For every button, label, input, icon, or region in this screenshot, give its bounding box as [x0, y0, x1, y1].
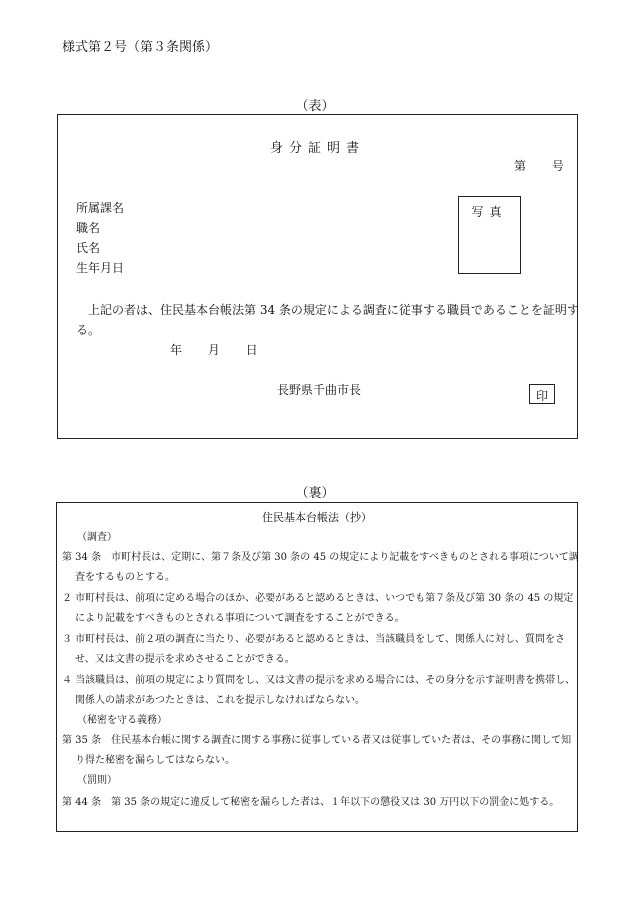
law-text-line: 査をするものとする。 — [75, 572, 175, 583]
law-section-heading: （秘密を守る義務） — [77, 715, 167, 726]
field-birth-date: 生年月日 — [76, 261, 125, 275]
issuer-name: 長野県千曲市長 — [277, 383, 362, 397]
law-text-line: 第 44 条 第 35 条の規定に違反して秘密を漏らした者は、１年以下の懲役又は 30 万円以下の罰金に処する。 — [62, 797, 560, 808]
law-text-line: せ、又は文書の提示を求めさせることができる。 — [75, 654, 295, 665]
photo-box — [458, 196, 521, 274]
front-heading: （表） — [295, 99, 335, 114]
law-section-heading: （罰則） — [77, 775, 117, 786]
seal-label: 印 — [535, 389, 548, 403]
field-job-title: 職名 — [76, 221, 101, 235]
certificate-statement-line-2: る。 — [76, 323, 101, 337]
law-text-line: により記載をすべきものとされる事項について調査をすることができる。 — [75, 613, 405, 624]
certificate-statement-line-1: 上記の者は、住民基本台帳法第 34 条の規定による調査に従事する職員であることを証明す — [88, 303, 579, 317]
law-text-line: 関係人の請求があつたときは、これを提示しなければならない。 — [75, 695, 365, 706]
certificate-date: 年 月 日 — [170, 343, 258, 357]
form-number: 様式第２号（第３条関係） — [62, 40, 219, 55]
law-title: 住民基本台帳法（抄） — [262, 511, 372, 524]
field-name: 氏名 — [76, 241, 101, 255]
law-text-line: 第 34 条 市町村長は、定期に、第７条及び第 30 条の 45 の規定により記載をすべきものとされる事項について調 — [62, 552, 579, 563]
seal-box — [529, 384, 555, 404]
photo-label: 写真 — [471, 205, 508, 219]
certificate-number-label: 第 号 — [514, 159, 564, 173]
back-card — [56, 502, 578, 832]
law-text-line: 第 35 条 住民基本台帳に関する調査に関する事務に従事している者又は従事していた者は、その事務に関して知 — [62, 735, 572, 746]
law-text-line: ４ 当該職員は、前項の規定により質問をし、又は文書の提示を求める場合には、その身分を示す証明書を携帯し、 — [62, 675, 576, 686]
field-department: 所属課名 — [76, 201, 125, 215]
certificate-title: 身分証明書 — [269, 141, 365, 156]
back-heading: （裏） — [295, 486, 335, 501]
law-section-heading: （調査） — [77, 532, 117, 543]
front-card — [57, 114, 578, 439]
law-text-line: り得た秘密を漏らしてはならない。 — [75, 755, 235, 766]
law-text-line: ２ 市町村長は、前項に定める場合のほか、必要があると認めるときは、いつでも第７条及び第 30 条の 45 の規定 — [62, 593, 574, 604]
law-text-line: ３ 市町村長は、前２項の調査に当たり、必要があると認めるときは、当該職員をして、関係人に対し、質問をさ — [62, 634, 565, 645]
